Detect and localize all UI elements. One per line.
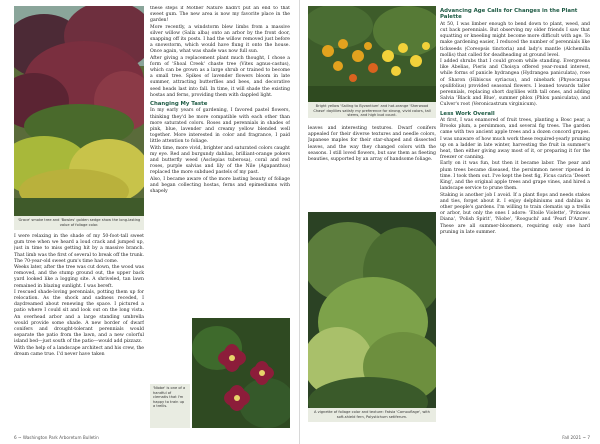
section-heading: Advancing Age Calls for Changes in the Plant Palette xyxy=(440,8,578,21)
section-heading: Less Work Overall xyxy=(440,110,495,117)
paragraph: Early on it was fun, but then it became labor. The pear and plum trees became diseased, the persimmon never ripened in time. I took them out. I've kept the best fig, Ficus carica 'Desert King', and the original apple trees and grape vines, and hired a landscape service to prune them. xyxy=(440,161,590,192)
paragraph: Weeks later, after the tree was cut down, the wood was removed, and the stump ground out, the upper back yard looked like a logging site. A shriveled, tan lawn remained in blazing sunlight. I was bereft. xyxy=(14,265,144,289)
clematis-photo xyxy=(192,318,290,428)
paragraph: these steps if Mother Nature hadn't put an end to that sweet gum. The new area is now my favorite place in the garden! xyxy=(150,6,290,24)
paragraph: Staking is another job I avoid. If a plant flops and needs stakes and ties, forget about it. I enjoy delphiniums and dahlias in other people's gardens. I'm willing to train clematis up a trellis or arbor, but only the ones I adore: 'Etoile Violette', 'Princess Diana', 'Polish Spirit', 'Niobe', 'Rooguchi' and 'Pearl D'Azure'. These are all summer-bloomers, requiring only one hard pruning in late summer. xyxy=(440,192,590,235)
fatsia-photo xyxy=(308,212,436,420)
fatsia-caption: A vignette of foliage color and texture: Fatsia 'Camouflage', with soft-shield fern, Polystichum setiferum. xyxy=(308,408,436,422)
daylilies-caption: Bright yellow 'Sailing to Byzantium' and hot-orange 'Sherwood Chase' daylilies satisfy my preference for strong, vivid colors, tall stems, and high bud count. xyxy=(308,102,436,118)
paragraph: At first, I was enamored of fruit trees, planting a Bosc pear, a Brooks plum, a persimmon, and several fig trees. The garden came with two ancient apple trees and a dozen concord grapes. I was unaware of how much work these required-yearly pruning up on a ladder in late winter, harvesting the fruit in summer's heat, then either giving away most of it, or preparing it for the freezer or canning. xyxy=(440,118,590,161)
right-column-3-text xyxy=(308,126,436,163)
left-column-1-text xyxy=(14,234,144,358)
paragraph: I rescued shade-loving perennials, potting them up for relocation. As the shock and sadness receded, I daydreamed about renewing the space. I pictured a patio where I could sit and look out on the long vista. An overhead arbor and a large standing umbrella would provide some shade. A new border of dwarf conifers and drought-tolerant perennials would separate the patio from the lawn, and a new colorful island bed—just south of the patio—would add pizzazz. xyxy=(14,289,144,345)
paragraph: After giving a replacement plant much thought, I chose a form of 'Shoal Creek' chaste tree (Vitex agnus-castus), which can be grown as a large shrub or trained to become a small tree. Spikes of lavender flowers bloom in late summer, attracting butterflies and bees, and decorative seed heads last into fall. In time, it will shade the existing hostas and ferns, providing them with dappled light. xyxy=(150,55,290,98)
smoke-tree-photo xyxy=(14,6,144,216)
paragraph: I were relaxing in the shade of my 50-foot-tall sweet gum tree when we heard a loud crack and jumped up, just in time to miss getting hit by a massive branch. That limb was the first of several to break off the trunk. The 70-year-old sweet gum's time had come. xyxy=(14,234,144,264)
daylilies-photo xyxy=(308,6,436,102)
paragraph: With the help of a landscape architect and his crew, the dream came true. I'd never have taken xyxy=(14,345,144,357)
right-column-3 xyxy=(308,6,436,426)
left-folio: 6 ~ Washington Park Arboretum Bulletin xyxy=(14,435,99,440)
right-folio: Fall 2021 ~ 7 xyxy=(562,435,590,440)
right-column-4 xyxy=(440,6,590,426)
paragraph: Also, I became aware of the more lasting beauty of foliage and began collecting hostas, ferns and epimediums with shapely xyxy=(150,176,290,195)
section-heading: Changing My Taste xyxy=(150,101,208,108)
right-page xyxy=(300,0,600,444)
paragraph: leaves and interesting textures. Dwarf conifers appealed for their diverse textures and needle colors, Japanese maples for their star-shaped and dissected leaves, and the way they changed colors with the seasons. I still loved flowers, but saw them as fleeting beauties, supported by an array of handsome foliage. xyxy=(308,126,436,163)
paragraph: More recently, a windstorm blew limbs from a massive silver willow (Salix alba) onto an arbor by the front door, snapping off its posts. I had the willow removed just before a snowstorm, which would have flung it onto the house. Once again, what was shade was now full sun. xyxy=(150,24,290,55)
smoke-tree-caption: 'Grace' smoke tree and 'Bowles' golden sedge show the long-lasting value of foliage color. xyxy=(14,216,144,230)
paragraph: At 50, I was limber enough to bend down to plant, weed, and cut back perennials. But observing my older friends I saw that squatting or kneeling might become more difficult with age. To make gardening easier, I reduced the number of perennials like tickseeds (Coreopsis tinctoria) and lady's mantle (Alchemilla mollis) that called for deadheading at ground level. xyxy=(440,21,590,58)
left-column-1 xyxy=(14,6,144,426)
paragraph: With time, more vivid, brighter and saturated colors caught my eye. Red and burgundy dahlias, brilliant-orange pokers and butterfly weed (Asclepias tuberosa), coral and red roses, purple salvias and lily of the Nile (Agapanthus) replaced the more subdued pastels of my past. xyxy=(150,145,290,176)
paragraph: In my early years of gardening, I favored pastel flowers, thinking they'd be more compatible with each other than more saturated colors. Roses and perennials in shades of pink, blue, lavender and creamy yellow blended well together. More interested in color and fragrance, I paid little attention to foliage. xyxy=(150,108,290,145)
clematis-caption: 'Niobe' is one of a handful of clematis that I'm happy to train up a trellis. xyxy=(150,384,190,428)
paragraph: I added shrubs that I could groom while standing. Evergreens like Abelias, Pieris and Choisya offered year-round interest, while forms of panicle hydrangea (Hydrangea paniculata), rose of Sharon (Hibiscus syriacus), and ninebark (Physocarpus opulifolius) provided seasonal flowers. I leaned towards taller perennials, replacing short daylilies with tall ones, and adding Salvia 'Black and Blue', summer phlox (Phlox paniculata), and Culver's root (Veronicastrum virginicum). xyxy=(440,59,590,108)
